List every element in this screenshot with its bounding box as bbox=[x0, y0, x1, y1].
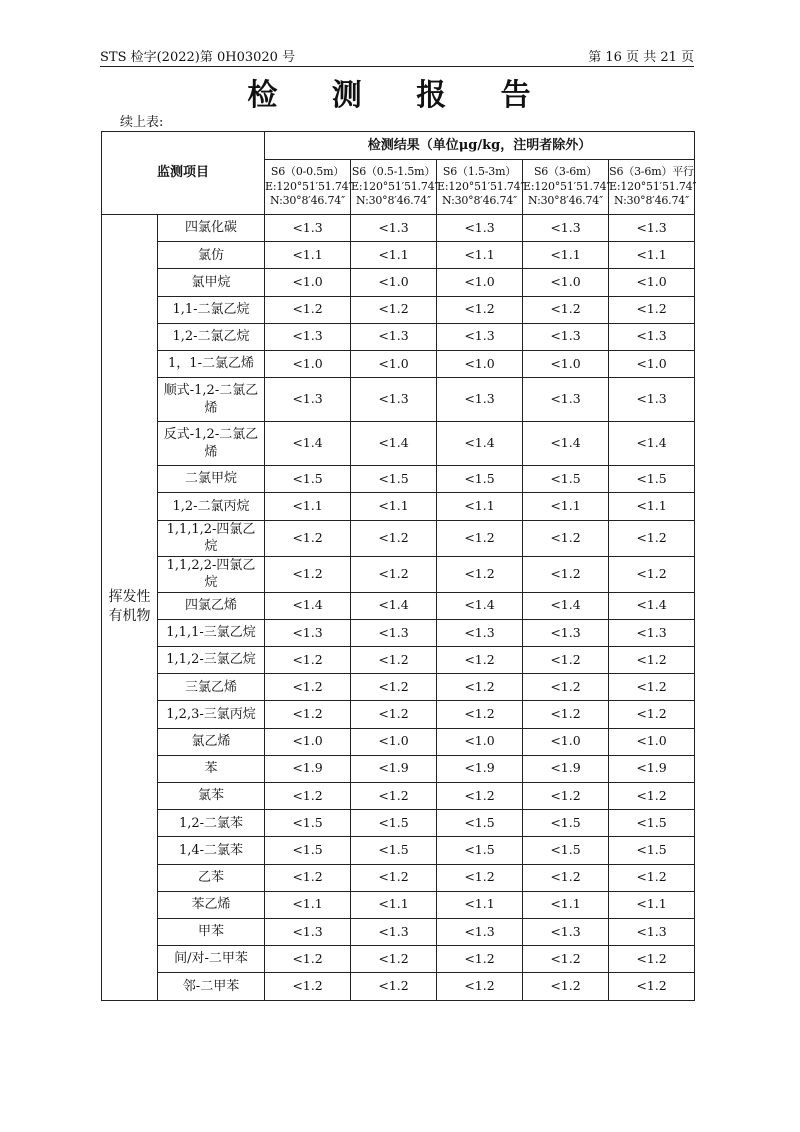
table-row bbox=[102, 783, 695, 810]
item-cell: 1,2-二氯乙烷 bbox=[158, 323, 265, 350]
item-cell: 1，1-二氯乙烯 bbox=[158, 350, 265, 377]
value-cell: <1.4 bbox=[351, 422, 437, 466]
value-cell: <1.1 bbox=[609, 891, 695, 918]
value-cell: <1.1 bbox=[609, 242, 695, 269]
sample-name: S6（3-6m） bbox=[533, 165, 598, 179]
value-cell: <1.2 bbox=[437, 296, 523, 323]
item-cell: 顺式-1,2-二氯乙烯 bbox=[158, 378, 265, 422]
value-cell: <1.5 bbox=[437, 466, 523, 493]
value-cell: <1.0 bbox=[351, 728, 437, 755]
item-cell: 四氯化碳 bbox=[158, 215, 265, 242]
value-cell: <1.5 bbox=[351, 810, 437, 837]
value-cell: <1.2 bbox=[265, 556, 351, 592]
value-cell: <1.0 bbox=[437, 269, 523, 296]
table-row bbox=[102, 891, 695, 918]
value-cell: <1.2 bbox=[609, 674, 695, 701]
value-cell: <1.2 bbox=[265, 701, 351, 728]
item-cell: 氯仿 bbox=[158, 242, 265, 269]
value-cell: <1.2 bbox=[265, 674, 351, 701]
value-cell: <1.3 bbox=[523, 619, 609, 646]
value-cell: <1.2 bbox=[523, 520, 609, 556]
value-cell: <1.0 bbox=[609, 269, 695, 296]
value-cell: <1.1 bbox=[523, 242, 609, 269]
value-cell: <1.2 bbox=[523, 864, 609, 891]
value-cell: <1.3 bbox=[609, 378, 695, 422]
value-cell: <1.5 bbox=[265, 810, 351, 837]
value-cell: <1.3 bbox=[351, 619, 437, 646]
value-cell: <1.3 bbox=[265, 378, 351, 422]
value-cell: <1.2 bbox=[437, 783, 523, 810]
value-cell: <1.3 bbox=[265, 918, 351, 945]
value-cell: <1.5 bbox=[523, 466, 609, 493]
page-number: 第 16 页 共 21 页 bbox=[588, 50, 694, 65]
value-cell: <1.2 bbox=[609, 701, 695, 728]
item-cell: 间/对-二甲苯 bbox=[158, 946, 265, 973]
item-cell: 1,2-二氯丙烷 bbox=[158, 493, 265, 520]
item-cell: 氯甲烷 bbox=[158, 269, 265, 296]
value-cell: <1.2 bbox=[437, 864, 523, 891]
value-cell: <1.3 bbox=[265, 323, 351, 350]
item-cell: 氯乙烯 bbox=[158, 728, 265, 755]
value-cell: <1.4 bbox=[609, 422, 695, 466]
table-row bbox=[102, 864, 695, 891]
value-cell: <1.5 bbox=[265, 466, 351, 493]
value-cell: <1.4 bbox=[265, 592, 351, 619]
sample-name: S6（3-6m）平行 bbox=[609, 165, 694, 179]
value-cell: <1.1 bbox=[437, 891, 523, 918]
value-cell: <1.0 bbox=[609, 350, 695, 377]
sample-longitude: E:120°51′51.74″ bbox=[609, 179, 697, 193]
table-body bbox=[102, 215, 695, 1001]
continuation-label: 续上表: bbox=[120, 115, 164, 130]
value-cell: <1.9 bbox=[609, 755, 695, 782]
value-cell: <1.1 bbox=[437, 493, 523, 520]
value-cell: <1.3 bbox=[523, 918, 609, 945]
value-cell: <1.1 bbox=[437, 242, 523, 269]
value-cell: <1.2 bbox=[437, 973, 523, 1000]
table-row bbox=[102, 323, 695, 350]
value-cell: <1.2 bbox=[523, 556, 609, 592]
value-cell: <1.2 bbox=[351, 701, 437, 728]
value-cell: <1.2 bbox=[523, 701, 609, 728]
value-cell: <1.9 bbox=[437, 755, 523, 782]
value-cell: <1.0 bbox=[523, 728, 609, 755]
table-row bbox=[102, 242, 695, 269]
item-cell: 四氯乙烯 bbox=[158, 592, 265, 619]
value-cell: <1.0 bbox=[265, 269, 351, 296]
value-cell: <1.9 bbox=[351, 755, 437, 782]
table-header-row bbox=[102, 132, 695, 160]
item-cell: 邻-二甲苯 bbox=[158, 973, 265, 1000]
sample-longitude: E:120°51′51.74″ bbox=[351, 179, 439, 193]
value-cell: <1.4 bbox=[437, 592, 523, 619]
value-cell: <1.3 bbox=[351, 918, 437, 945]
value-cell: <1.1 bbox=[351, 242, 437, 269]
sample-name: S6（1.5-3m） bbox=[442, 165, 517, 179]
value-cell: <1.2 bbox=[437, 946, 523, 973]
value-cell: <1.2 bbox=[523, 674, 609, 701]
value-cell: <1.3 bbox=[437, 918, 523, 945]
value-cell: <1.2 bbox=[609, 296, 695, 323]
value-cell: <1.3 bbox=[351, 323, 437, 350]
item-cell: 二氯甲烷 bbox=[158, 466, 265, 493]
table-row bbox=[102, 946, 695, 973]
table-row bbox=[102, 493, 695, 520]
monitor-item-header: 监测项目 bbox=[102, 132, 265, 215]
table-row bbox=[102, 647, 695, 674]
category-cell: 挥发性有机物 bbox=[102, 215, 158, 1001]
item-cell: 三氯乙烯 bbox=[158, 674, 265, 701]
value-cell: <1.2 bbox=[437, 520, 523, 556]
page-header bbox=[100, 44, 694, 67]
value-cell: <1.0 bbox=[609, 728, 695, 755]
value-cell: <1.9 bbox=[523, 755, 609, 782]
value-cell: <1.2 bbox=[609, 783, 695, 810]
table-row bbox=[102, 918, 695, 945]
value-cell: <1.2 bbox=[437, 556, 523, 592]
value-cell: <1.2 bbox=[523, 647, 609, 674]
item-cell: 苯乙烯 bbox=[158, 891, 265, 918]
value-cell: <1.0 bbox=[265, 350, 351, 377]
value-cell: <1.1 bbox=[351, 891, 437, 918]
value-cell: <1.2 bbox=[351, 783, 437, 810]
table-row bbox=[102, 755, 695, 782]
value-cell: <1.0 bbox=[437, 728, 523, 755]
value-cell: <1.1 bbox=[265, 493, 351, 520]
item-cell: 1,1,1,2-四氯乙烷 bbox=[158, 520, 265, 556]
value-cell: <1.3 bbox=[437, 378, 523, 422]
value-cell: <1.3 bbox=[437, 619, 523, 646]
sample-name: S6（0.5-1.5m） bbox=[351, 165, 436, 179]
result-header: 检测结果（单位μg/kg，注明者除外） bbox=[265, 132, 695, 160]
value-cell: <1.1 bbox=[609, 493, 695, 520]
value-cell: <1.0 bbox=[523, 350, 609, 377]
value-cell: <1.2 bbox=[351, 864, 437, 891]
sample-latitude: N:30°8′46.74″ bbox=[614, 194, 689, 208]
table-row bbox=[102, 592, 695, 619]
value-cell: <1.0 bbox=[437, 350, 523, 377]
value-cell: <1.1 bbox=[351, 493, 437, 520]
value-cell: <1.3 bbox=[523, 378, 609, 422]
value-cell: <1.2 bbox=[265, 973, 351, 1000]
item-cell: 1,1,2-三氯乙烷 bbox=[158, 647, 265, 674]
item-cell: 1,2-二氯苯 bbox=[158, 810, 265, 837]
value-cell: <1.0 bbox=[265, 728, 351, 755]
value-cell: <1.4 bbox=[523, 592, 609, 619]
value-cell: <1.2 bbox=[351, 647, 437, 674]
value-cell: <1.2 bbox=[437, 647, 523, 674]
table-row bbox=[102, 350, 695, 377]
value-cell: <1.2 bbox=[523, 946, 609, 973]
sample-name: S6（0-0.5m） bbox=[270, 165, 345, 179]
item-cell: 1,1,1-三氯乙烷 bbox=[158, 619, 265, 646]
item-cell: 乙苯 bbox=[158, 864, 265, 891]
value-cell: <1.5 bbox=[609, 837, 695, 864]
value-cell: <1.5 bbox=[437, 837, 523, 864]
table-row bbox=[102, 973, 695, 1000]
value-cell: <1.3 bbox=[351, 378, 437, 422]
value-cell: <1.3 bbox=[265, 215, 351, 242]
value-cell: <1.3 bbox=[351, 215, 437, 242]
sample-longitude: E:120°51′51.74″ bbox=[265, 179, 353, 193]
item-cell: 苯 bbox=[158, 755, 265, 782]
value-cell: <1.4 bbox=[437, 422, 523, 466]
value-cell: <1.3 bbox=[265, 619, 351, 646]
table-row bbox=[102, 296, 695, 323]
value-cell: <1.5 bbox=[609, 810, 695, 837]
item-cell: 1,1,2,2-四氯乙烷 bbox=[158, 556, 265, 592]
value-cell: <1.3 bbox=[609, 215, 695, 242]
sample-header bbox=[523, 160, 609, 215]
sample-header bbox=[351, 160, 437, 215]
value-cell: <1.4 bbox=[265, 422, 351, 466]
value-cell: <1.3 bbox=[609, 619, 695, 646]
sample-longitude: E:120°51′51.74″ bbox=[523, 179, 611, 193]
table-row bbox=[102, 837, 695, 864]
table-row bbox=[102, 215, 695, 242]
value-cell: <1.2 bbox=[265, 946, 351, 973]
value-cell: <1.5 bbox=[437, 810, 523, 837]
value-cell: <1.2 bbox=[609, 647, 695, 674]
value-cell: <1.0 bbox=[351, 269, 437, 296]
value-cell: <1.5 bbox=[351, 837, 437, 864]
table-row bbox=[102, 520, 695, 556]
value-cell: <1.1 bbox=[523, 493, 609, 520]
value-cell: <1.2 bbox=[609, 946, 695, 973]
results-table bbox=[101, 131, 695, 1001]
sample-latitude: N:30°8′46.74″ bbox=[442, 194, 517, 208]
value-cell: <1.2 bbox=[265, 520, 351, 556]
page-title: 检 测 报 告 bbox=[247, 78, 553, 113]
table-row bbox=[102, 810, 695, 837]
item-cell: 反式-1,2-二氯乙烯 bbox=[158, 422, 265, 466]
value-cell: <1.2 bbox=[523, 783, 609, 810]
value-cell: <1.0 bbox=[351, 350, 437, 377]
value-cell: <1.2 bbox=[523, 296, 609, 323]
value-cell: <1.5 bbox=[265, 837, 351, 864]
value-cell: <1.3 bbox=[609, 918, 695, 945]
item-cell: 1,2,3-三氯丙烷 bbox=[158, 701, 265, 728]
value-cell: <1.2 bbox=[351, 296, 437, 323]
value-cell: <1.5 bbox=[523, 837, 609, 864]
value-cell: <1.4 bbox=[609, 592, 695, 619]
value-cell: <1.3 bbox=[523, 215, 609, 242]
value-cell: <1.1 bbox=[265, 891, 351, 918]
value-cell: <1.2 bbox=[609, 520, 695, 556]
value-cell: <1.0 bbox=[523, 269, 609, 296]
value-cell: <1.5 bbox=[523, 810, 609, 837]
table-row bbox=[102, 378, 695, 422]
sample-latitude: N:30°8′46.74″ bbox=[356, 194, 431, 208]
report-number: STS 检字(2022)第 0H03020 号 bbox=[100, 50, 296, 65]
value-cell: <1.2 bbox=[351, 946, 437, 973]
value-cell: <1.5 bbox=[609, 466, 695, 493]
value-cell: <1.2 bbox=[351, 556, 437, 592]
value-cell: <1.4 bbox=[351, 592, 437, 619]
value-cell: <1.2 bbox=[351, 973, 437, 1000]
table-row bbox=[102, 422, 695, 466]
sample-latitude: N:30°8′46.74″ bbox=[270, 194, 345, 208]
value-cell: <1.3 bbox=[523, 323, 609, 350]
value-cell: <1.2 bbox=[351, 520, 437, 556]
table-row bbox=[102, 619, 695, 646]
sample-latitude: N:30°8′46.74″ bbox=[528, 194, 603, 208]
value-cell: <1.2 bbox=[265, 647, 351, 674]
value-cell: <1.3 bbox=[437, 323, 523, 350]
value-cell: <1.2 bbox=[437, 674, 523, 701]
value-cell: <1.2 bbox=[351, 674, 437, 701]
value-cell: <1.5 bbox=[351, 466, 437, 493]
value-cell: <1.2 bbox=[609, 973, 695, 1000]
table-row bbox=[102, 466, 695, 493]
item-cell: 甲苯 bbox=[158, 918, 265, 945]
table-row bbox=[102, 701, 695, 728]
value-cell: <1.3 bbox=[609, 323, 695, 350]
value-cell: <1.4 bbox=[523, 422, 609, 466]
sample-header bbox=[437, 160, 523, 215]
value-cell: <1.2 bbox=[437, 701, 523, 728]
value-cell: <1.2 bbox=[523, 973, 609, 1000]
value-cell: <1.9 bbox=[265, 755, 351, 782]
item-cell: 1,1-二氯乙烷 bbox=[158, 296, 265, 323]
sample-longitude: E:120°51′51.74″ bbox=[437, 179, 525, 193]
table-row bbox=[102, 674, 695, 701]
value-cell: <1.3 bbox=[437, 215, 523, 242]
value-cell: <1.1 bbox=[265, 242, 351, 269]
value-cell: <1.2 bbox=[265, 864, 351, 891]
value-cell: <1.2 bbox=[609, 556, 695, 592]
value-cell: <1.2 bbox=[265, 783, 351, 810]
table-row bbox=[102, 269, 695, 296]
sample-header bbox=[609, 160, 695, 215]
value-cell: <1.2 bbox=[265, 296, 351, 323]
item-cell: 1,4-二氯苯 bbox=[158, 837, 265, 864]
sample-header bbox=[265, 160, 351, 215]
value-cell: <1.2 bbox=[609, 864, 695, 891]
value-cell: <1.1 bbox=[523, 891, 609, 918]
item-cell: 氯苯 bbox=[158, 783, 265, 810]
table-row bbox=[102, 556, 695, 592]
table-row bbox=[102, 728, 695, 755]
